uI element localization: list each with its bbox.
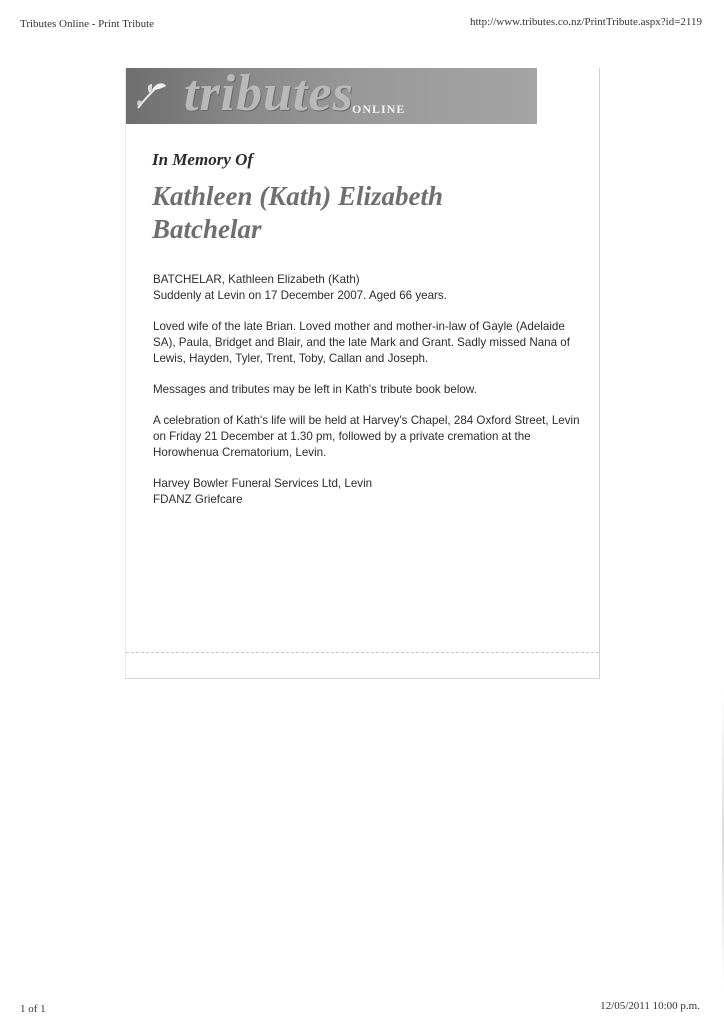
notice-paragraph: Messages and tributes may be left in Kath's tribute book below. — [153, 383, 477, 396]
in-memory-heading: In Memory Of — [152, 150, 254, 169]
banner-logo-suffix: ONLINE — [352, 102, 406, 116]
print-header-url: http://www.tributes.co.nz/PrintTribute.aspx?id=2119 — [470, 16, 702, 28]
notice-paragraph: Loved wife of the late Brian. Loved mother and mother-in-law of Gayle (Adelaide SA), Paula, Bridget and Blair, and the late Mark and Grant. Sadly missed Nana of Lewis, Hayden, Tyler, Trent, Toby, Callan and Joseph. — [153, 320, 570, 365]
deceased-name-line2: Batchelar — [152, 214, 262, 244]
frame-divider — [126, 652, 599, 653]
notice-line: BATCHELAR, Kathleen Elizabeth (Kath) — [153, 273, 360, 286]
notice-line: Harvey Bowler Funeral Services Ltd, Levin — [153, 477, 373, 490]
print-footer-datetime: 12/05/2011 10:00 p.m. — [600, 1000, 700, 1012]
tributes-online-banner — [126, 68, 537, 124]
print-footer-page: 1 of 1 — [20, 1003, 46, 1015]
deceased-name-line1: Kathleen (Kath) Elizabeth — [152, 181, 444, 211]
flower-icon — [130, 78, 170, 116]
notice-line: Suddenly at Levin on 17 December 2007. Aged 66 years. — [153, 289, 447, 302]
print-header-title: Tributes Online - Print Tribute — [20, 18, 155, 30]
tribute-notice — [153, 272, 583, 523]
notice-paragraph: A celebration of Kath's life will be held at Harvey's Chapel, 284 Oxford Street, Levin on Friday 21 December at 1.30 pm, followed by a private cremation at the Horowhenua Crematorium, Levin. — [153, 414, 580, 459]
deceased-name — [152, 180, 532, 246]
notice-paragraph — [153, 272, 583, 304]
notice-line: FDANZ Griefcare — [153, 493, 243, 506]
banner-logo-word: tributes — [184, 68, 354, 122]
notice-paragraph — [153, 476, 583, 508]
